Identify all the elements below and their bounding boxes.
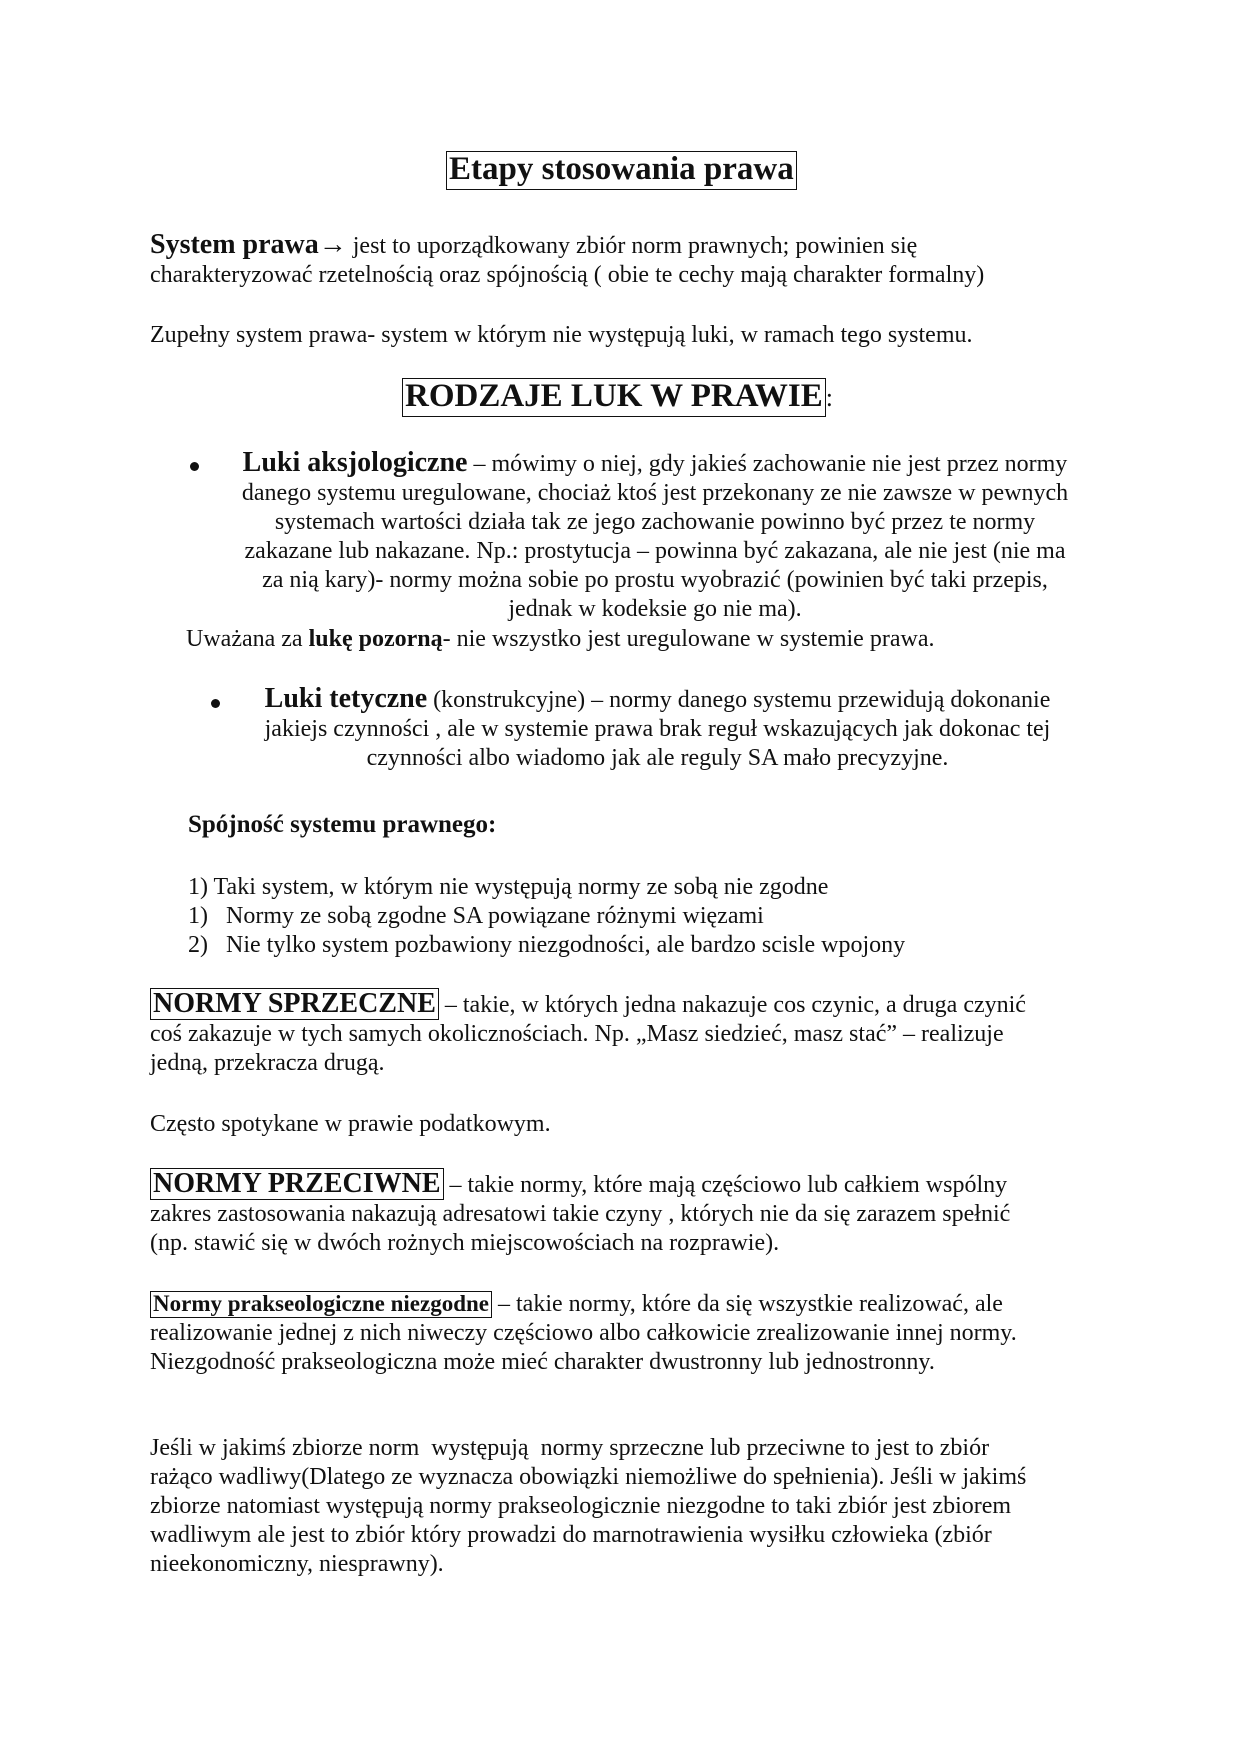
normy-sprzeczne-line: jedną, przekracza drugą. <box>150 1050 385 1077</box>
bullet-icon <box>190 462 199 471</box>
normy-przeciwne-line: zakres zastosowania nakazują adresatowi takie czyny , których nie da się zarazem spełnić <box>150 1201 1011 1228</box>
luki-aksjologiczne-line: danego systemu uregulowane, chociaż ktoś jest przekonany ze nie zawsze w pewnych <box>241 480 1069 506</box>
final-line: zbiorze natomiast występują normy prakseologicznie niezgodne to taki zbiór jest zbiorem <box>150 1493 1012 1519</box>
normy-prakseologiczne-term: Normy prakseologiczne niezgodne <box>150 1291 492 1318</box>
luki-aksjologiczne-term: Luki aksjologiczne <box>242 447 468 478</box>
spojnosc-list <box>188 873 1088 960</box>
luki-tetyczne-term: Luki tetyczne <box>264 683 428 714</box>
normy-sprzeczne-paragraph <box>150 988 1080 1078</box>
luki-aksjologiczne-line: za nią kary)- normy można sobie po prostu wyobrazić (powinien być taki przepis, <box>262 567 1048 593</box>
final-paragraph <box>150 1434 1080 1579</box>
luki-aksjologiczne-item <box>225 448 1085 624</box>
final-line: wadliwym ale jest to zbiór który prowadzi do marnotrawienia wysiłku człowieka (zbiór <box>150 1522 992 1548</box>
luki-aksjologiczne-line: jednak w kodeksie go nie ma). <box>508 596 802 622</box>
spojnosc-heading: Spójność systemu prawnego: <box>188 811 497 838</box>
luki-tetyczne-line: czynności albo wiadomo jak ale reguly SA mało precyzyjne. <box>366 745 949 771</box>
uwazana-text: - nie wszystko jest uregulowane w systemie prawa. <box>442 626 935 652</box>
normy-prakseologiczne-line: Niezgodność prakseologiczna może mieć charakter dwustronny lub jednostronny. <box>150 1349 935 1375</box>
luki-tetyczne-item <box>240 684 1075 773</box>
arrow-icon: → <box>318 229 347 260</box>
normy-przeciwne-line: – takie normy, które mają częściowo lub całkiem wspólny <box>443 1172 1008 1198</box>
uwazana-text: Uważana za <box>186 626 309 652</box>
bullet-icon <box>211 699 220 708</box>
luki-aksjologiczne-line: – mówimy o niej, gdy jakieś zachowanie nie jest przez normy <box>467 451 1068 477</box>
luki-aksjologiczne-line: systemach wartości działa tak ze jego zachowanie powinno być przez te normy <box>274 509 1036 535</box>
system-prawa-paragraph <box>150 230 1080 290</box>
page-title: Etapy stosowania prawa <box>446 151 797 190</box>
normy-sprzeczne-line: coś zakazuje w tych samych okolicznościach. Np. „Masz siedzieć, masz stać” – realizuje <box>150 1021 1004 1048</box>
list-item: 1) Taki system, w którym nie występują normy ze sobą nie zgodne <box>188 874 829 900</box>
luki-tetyczne-line: (konstrukcyjne) – normy danego systemu przewidują dokonanie <box>427 687 1051 713</box>
final-line: rażąco wadliwy(Dlatego ze wyznacza obowiązki niemożliwe do spełnienia). Jeśli w jakimś <box>150 1464 1027 1490</box>
system-prawa-text-2: charakteryzować rzetelnością oraz spójnością ( obie te cechy mają charakter formalny) <box>150 262 985 288</box>
list-item: 2) Nie tylko system pozbawiony niezgodności, ale bardzo scisle wpojony <box>188 932 906 958</box>
normy-przeciwne-paragraph <box>150 1168 1080 1258</box>
uwazana-paragraph <box>186 625 1116 654</box>
czesto-paragraph: Często spotykane w prawie podatkowym. <box>150 1111 551 1137</box>
normy-przeciwne-term: NORMY PRZECIWNE <box>150 1168 444 1200</box>
rodzaje-luk-heading-text: RODZAJE LUK W PRAWIE <box>402 378 826 417</box>
list-item: 1) Normy ze sobą zgodne SA powiązane różnymi więzami <box>188 903 764 929</box>
system-prawa-text-1: jest to uporządkowany zbiór norm prawnych; powinien się <box>346 233 918 259</box>
normy-sprzeczne-line: – takie, w których jedna nakazuje cos czynic, a druga czynić <box>438 992 1026 1018</box>
normy-prakseologiczne-line: – takie normy, które da się wszystkie realizować, ale <box>492 1291 1003 1317</box>
normy-przeciwne-line: (np. stawić się w dwóch rożnych miejscowościach na rozprawie). <box>150 1230 780 1257</box>
system-prawa-term: System prawa <box>150 229 319 260</box>
rodzaje-luk-heading <box>402 378 833 417</box>
normy-sprzeczne-term: NORMY SPRZECZNE <box>150 988 439 1020</box>
luki-tetyczne-line: jakiejs czynności , ale w systemie prawa brak reguł wskazujących jak dokonac tej <box>264 716 1051 742</box>
normy-prakseologiczne-line: realizowanie jednej z nich niweczy częściowo albo całkowicie zrealizowanie innej normy. <box>150 1320 1017 1346</box>
final-line: Jeśli w jakimś zbiorze norm występują normy sprzeczne lub przeciwne to jest to zbiór <box>150 1435 990 1461</box>
luki-aksjologiczne-line: zakazane lub nakazane. Np.: prostytucja – powinna być zakazana, ale nie jest (nie ma <box>244 538 1066 564</box>
final-line: nieekonomiczny, niesprawny). <box>150 1551 444 1577</box>
rodzaje-luk-colon: : <box>825 383 834 412</box>
zupelny-paragraph: Zupełny system prawa- system w którym nie występują luki, w ramach tego systemu. <box>150 322 973 348</box>
normy-prakseologiczne-paragraph <box>150 1290 1080 1377</box>
luka-pozorna-term: lukę pozorną <box>308 626 443 652</box>
